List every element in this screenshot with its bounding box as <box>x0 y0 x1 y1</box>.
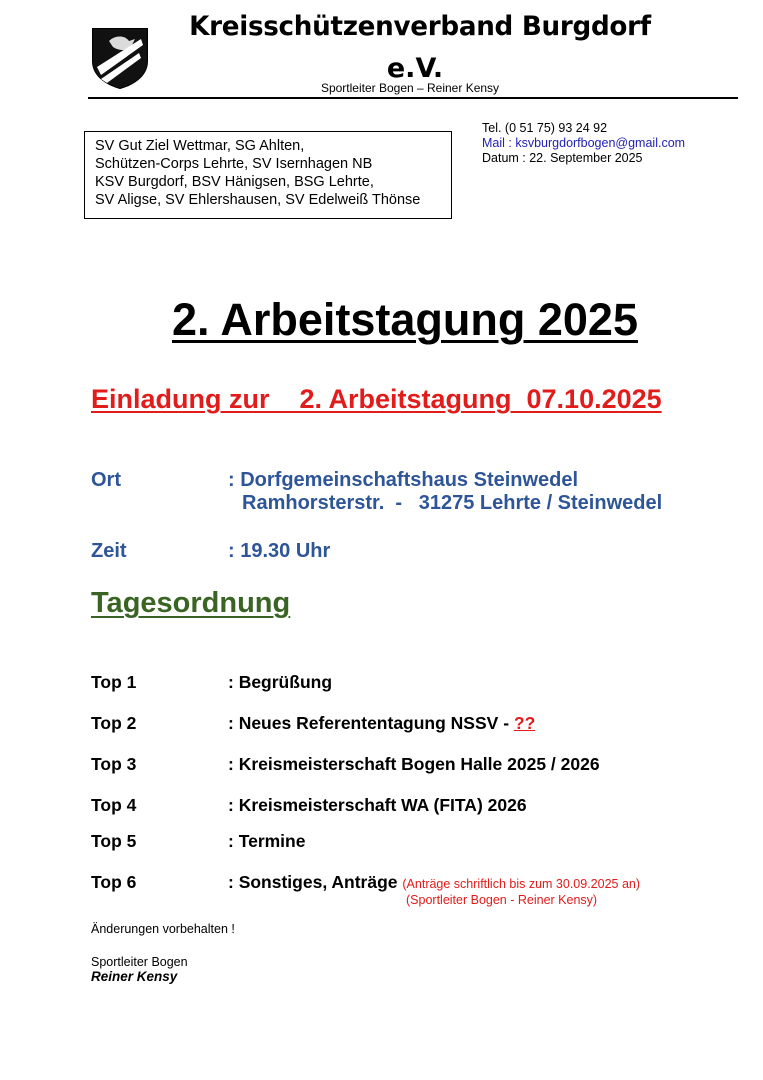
recipient-line: SV Aligse, SV Ehlershausen, SV Edelweiß Thönse <box>95 192 421 208</box>
agenda-item-label: Top 1 <box>91 672 137 692</box>
org-name: Kreisschützenverband Burgdorf <box>189 11 651 42</box>
contact-tel: Tel. (0 51 75) 93 24 92 <box>482 121 608 135</box>
recipients-box <box>84 131 452 219</box>
header-subtitle: Sportleiter Bogen – Reiner Kensy <box>320 81 500 95</box>
agenda-heading: Tagesordnung <box>91 587 291 619</box>
time-label: Zeit <box>91 540 127 562</box>
recipient-line: KSV Burgdorf, BSV Hänigsen, BSG Lehrte, <box>95 174 374 190</box>
agenda-item-text: : Kreismeisterschaft WA (FITA) 2026 <box>228 795 527 815</box>
agenda-item-label: Top 3 <box>91 754 137 774</box>
agenda-item-label: Top 2 <box>91 713 137 733</box>
contact-date: Datum : 22. September 2025 <box>482 151 643 165</box>
contact-mail-label: Mail : <box>482 136 516 150</box>
page-title: 2. Arbeitstagung 2025 <box>172 294 638 345</box>
location-line-2: Ramhorsterstr. - 31275 Lehrte / Steinwedel <box>242 492 663 514</box>
agenda-item-text-main: : Sonstiges, Anträge <box>228 872 403 892</box>
time-value: : 19.30 Uhr <box>228 540 331 562</box>
agenda-item-text: : Begrüßung <box>228 672 333 692</box>
recipient-line: SV Gut Ziel Wettmar, SG Ahlten, <box>95 138 305 154</box>
agenda-item-text: : Kreismeisterschaft Bogen Halle 2025 / 2026 <box>228 754 600 774</box>
contact-block <box>482 121 685 166</box>
agenda-item-text: : Termine <box>228 831 306 851</box>
signature-role: Sportleiter Bogen <box>91 955 188 969</box>
agenda-item-flag: ?? <box>513 713 536 733</box>
agenda-item-text-main: : Neues Referententagung NSSV - <box>228 713 514 733</box>
org-suffix: e.V. <box>386 53 444 84</box>
header-divider <box>88 97 738 99</box>
location-label: Ort <box>91 469 121 491</box>
burgdorf-coat-of-arms-icon <box>91 27 149 89</box>
agenda-item-note-2: (Sportleiter Bogen - Reiner Kensy) <box>406 893 598 907</box>
contact-mail-line <box>482 136 685 151</box>
agenda-item-text <box>228 712 535 734</box>
signature-name: Reiner Kensy <box>91 969 178 984</box>
agenda-item-label: Top 6 <box>91 872 137 892</box>
changes-notice: Änderungen vorbehalten ! <box>91 922 235 936</box>
contact-mail-link[interactable]: ksvburgdorfbogen@gmail.com <box>515 136 686 150</box>
agenda-item-note: (Anträge schriftlich bis zum 30.09.2025 an) <box>402 877 641 891</box>
invitation-heading: Einladung zur 2. Arbeitstagung 07.10.2025 <box>91 384 662 414</box>
recipient-line: Schützen-Corps Lehrte, SV Isernhagen NB <box>95 156 373 172</box>
location-line-1: : Dorfgemeinschaftshaus Steinwedel <box>228 469 579 491</box>
agenda-item-label: Top 5 <box>91 831 137 851</box>
agenda-item-label: Top 4 <box>91 795 137 815</box>
